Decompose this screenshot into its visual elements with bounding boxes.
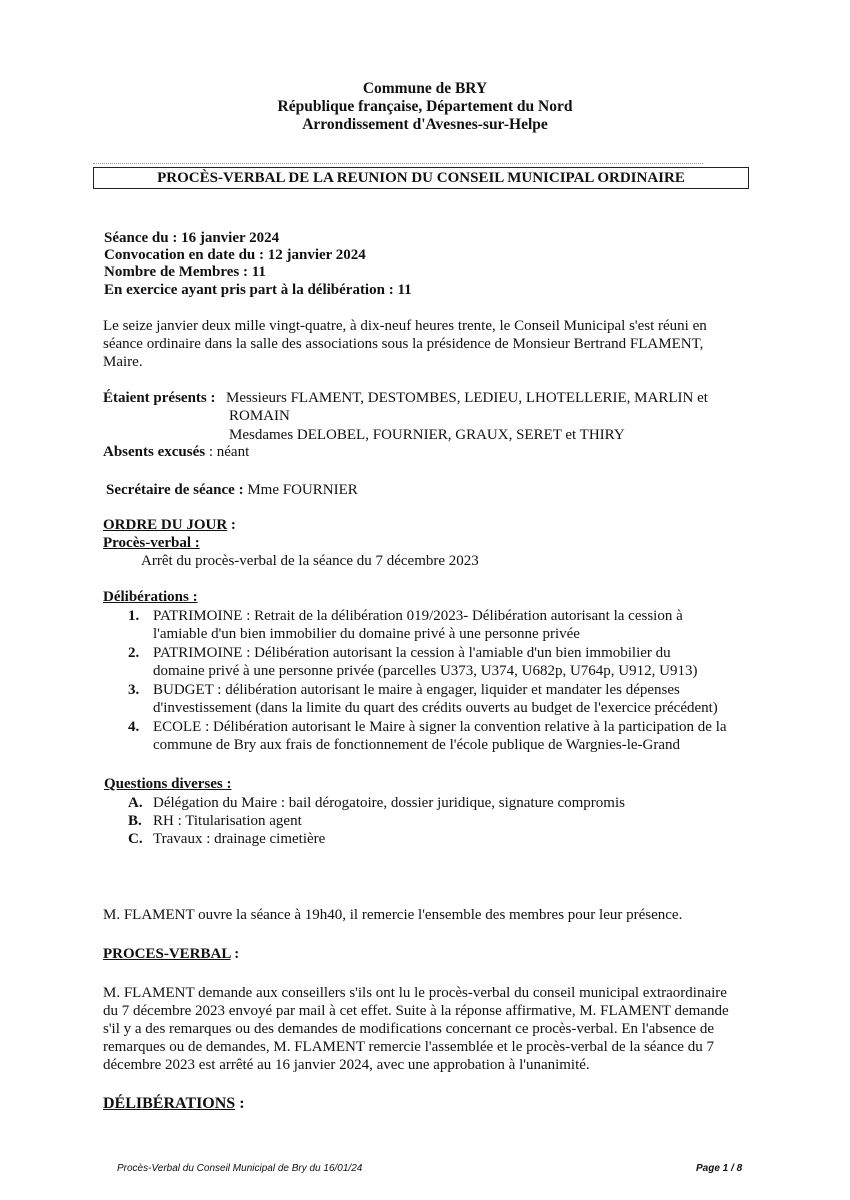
deliberation-line: ECOLE : Délibération autorisant le Maire à signer la convention relative à la participation de la — [153, 719, 727, 735]
ordre-du-jour-suffix: : — [227, 517, 236, 533]
deliberation-line: d'investissement (dans la limite du quart des crédits ouverts au budget de l'exercice précédent) — [153, 700, 718, 716]
questions-list — [0, 795, 850, 855]
presents-mesdames: Mesdames DELOBEL, FOURNIER, GRAUX, SERET et THIRY — [229, 427, 625, 443]
intro-line-1: Le seize janvier deux mille vingt-quatre, à dix-neuf heures trente, le Conseil Municipal s'est réuni en — [103, 318, 707, 334]
deliberation-num: 4. — [128, 719, 140, 735]
commune-name: Commune de BRY — [362, 80, 488, 97]
question-text: Travaux : drainage cimetière — [153, 831, 326, 847]
pv-section-suffix: : — [230, 946, 240, 962]
absents-line — [103, 444, 249, 461]
pv-section-line-1: M. FLAMENT demande aux conseillers s'ils ont lu le procès-verbal du conseil municipal extraordinaire — [103, 985, 727, 1001]
presents-label: Étaient présents : — [103, 390, 216, 406]
intro-line-3: Maire. — [103, 354, 143, 370]
secretaire-line — [106, 482, 358, 499]
ordre-du-jour-label: ORDRE DU JOUR — [103, 517, 228, 533]
membres-exercice: En exercice ayant pris part à la délibération : 11 — [104, 282, 412, 298]
question-text: Délégation du Maire : bail dérogatoire, dossier juridique, signature compromis — [153, 795, 625, 811]
pv-section-line-4: remarques ou de demandes, M. FLAMENT remercie l'assemblée et le procès-verbal de la séance du 7 — [103, 1039, 714, 1055]
ouverture-text: M. FLAMENT ouvre la séance à 19h40, il remercie l'ensemble des membres pour leur présence. — [103, 907, 683, 923]
deliberation-num: 2. — [128, 645, 140, 661]
convocation-date: Convocation en date du : 12 janvier 2024 — [104, 247, 366, 263]
pv-section-title: PROCES-VERBAL — [103, 946, 231, 962]
question-text: RH : Titularisation agent — [153, 813, 302, 829]
deliberations-heading — [103, 1095, 245, 1113]
absents-label: Absents excusés — [103, 444, 206, 460]
deliberations-heading-suffix: : — [235, 1095, 245, 1112]
ordre-du-jour-heading — [103, 517, 236, 534]
nombre-membres: Nombre de Membres : 11 — [104, 264, 266, 280]
deliberation-line: BUDGET : délibération autorisant le maire à engager, liquider et mandater les dépenses — [153, 682, 680, 698]
republique-line: République française, Département du Nord — [277, 98, 573, 115]
deliberation-line: domaine privé à une personne privée (parcelles U373, U374, U682p, U764p, U912, U913) — [153, 663, 698, 679]
page-number: Page 1 / 8 — [696, 1163, 743, 1174]
pv-section-line-3: s'il y a des remarques ou des demandes de modifications concernant ce procès-verbal. En l'absence de — [103, 1021, 715, 1037]
deliberation-num: 1. — [128, 608, 140, 624]
deliberation-line: PATRIMOINE : Retrait de la délibération 019/2023- Délibération autorisant la cession à — [153, 608, 683, 624]
presents-messieurs-2: ROMAIN — [229, 408, 290, 424]
title-top-rule — [93, 163, 703, 164]
absents-value: : néant — [205, 444, 250, 460]
deliberation-line: PATRIMOINE : Délibération autorisant la cession à l'amiable d'un bien immobilier du — [153, 645, 671, 661]
arrondissement-line: Arrondissement d'Avesnes-sur-Helpe — [302, 116, 548, 133]
deliberations-list — [0, 608, 850, 758]
deliberation-line: commune de Bry aux frais de fonctionnement de l'école publique de Wargnies-le-Grand — [153, 737, 681, 753]
presents-messieurs-1: Messieurs FLAMENT, DESTOMBES, LEDIEU, LHOTELLERIE, MARLIN et — [226, 390, 708, 406]
question-letter: C. — [128, 831, 143, 847]
pv-section-heading — [103, 946, 239, 963]
pv-section-line-5: décembre 2023 est arrêté au 16 janvier 2024, avec une approbation à l'unanimité. — [103, 1057, 590, 1073]
questions-label: Questions diverses : — [104, 776, 232, 792]
pv-label: Procès-verbal : — [103, 535, 200, 551]
deliberation-num: 3. — [128, 682, 140, 698]
document-title: PROCÈS-VERBAL DE LA REUNION DU CONSEIL MUNICIPAL ORDINAIRE — [93, 167, 749, 189]
secretaire-label: Secrétaire de séance : — [106, 482, 244, 498]
pv-section-line-2: du 7 décembre 2023 envoyé par mail à cet effet. Suite à la réponse affirmative, M. FLAMENT demande — [103, 1003, 729, 1019]
secretaire-value: Mme FOURNIER — [243, 482, 358, 498]
question-letter: A. — [128, 795, 143, 811]
intro-line-2: séance ordinaire dans la salle des associations sous la présidence de Monsieur Bertrand FLAMENT, — [103, 336, 704, 352]
pv-text: Arrêt du procès-verbal de la séance du 7 décembre 2023 — [141, 553, 479, 569]
footer-title: Procès-Verbal du Conseil Municipal de Bry du 16/01/24 — [117, 1163, 363, 1174]
deliberations-heading-title: DÉLIBÉRATIONS — [103, 1095, 236, 1112]
deliberation-line: l'amiable d'un bien immobilier du domaine privé à une personne privée — [153, 626, 580, 642]
question-letter: B. — [128, 813, 142, 829]
deliberations-label: Délibérations : — [103, 589, 198, 605]
seance-date: Séance du : 16 janvier 2024 — [104, 230, 280, 246]
